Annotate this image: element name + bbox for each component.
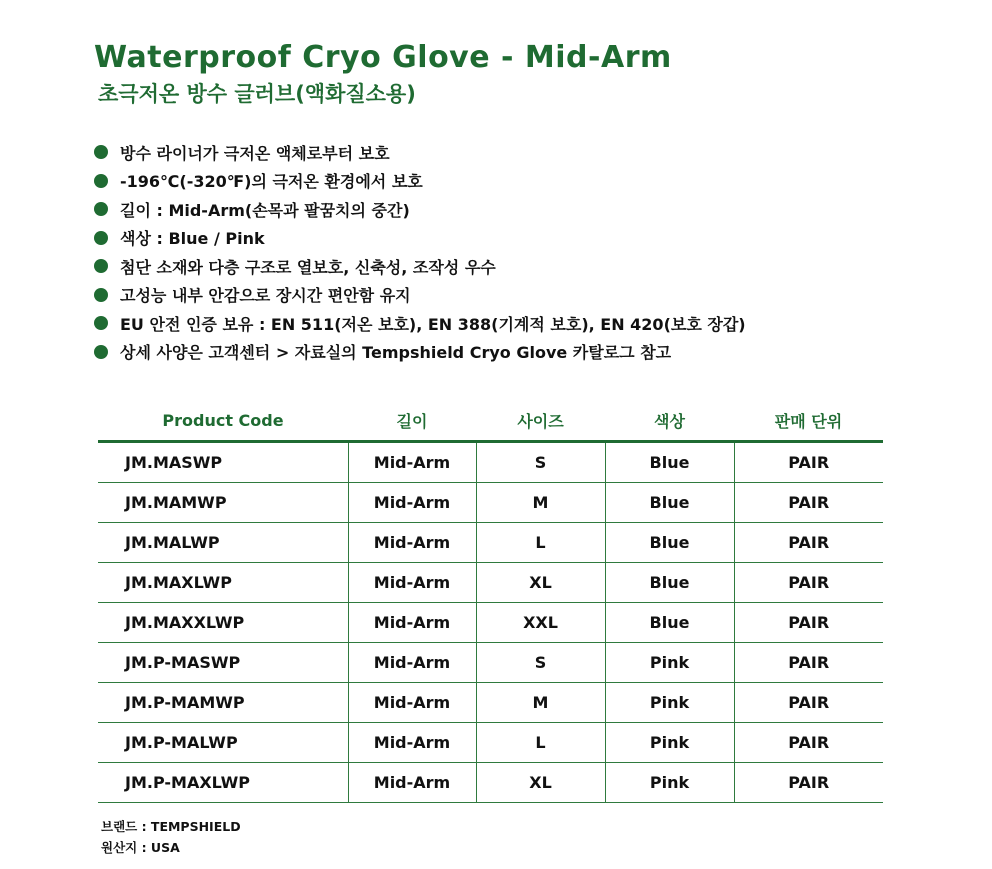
cell-color: Blue [605,483,734,523]
page-subtitle: 초극저온 방수 글러브(액화질소용) [98,82,416,106]
feature-text: -196℃(-320℉)의 극저온 환경에서 보호 [120,172,423,192]
feature-item [94,167,746,196]
header-product-code: Product Code [98,400,348,442]
cell-color: Pink [605,683,734,723]
cell-length: Mid-Arm [348,763,476,803]
cell-sales-unit: PAIR [734,683,883,723]
cell-sales-unit: PAIR [734,442,883,483]
cell-length: Mid-Arm [348,723,476,763]
cell-product-code: JM.P-MAMWP [98,683,348,723]
cell-size: S [476,643,605,683]
bullet-icon [94,231,108,245]
page-title: Waterproof Cryo Glove - Mid-Arm [94,40,672,75]
cell-sales-unit: PAIR [734,763,883,803]
bullet-icon [94,145,108,159]
feature-item [94,338,746,367]
cell-length: Mid-Arm [348,442,476,483]
feature-item [94,309,746,338]
cell-sales-unit: PAIR [734,723,883,763]
table-row [98,442,883,483]
bullet-icon [94,174,108,188]
table-row [98,563,883,603]
origin-line: 원산지 : USA [101,840,180,855]
cell-color: Blue [605,563,734,603]
cell-length: Mid-Arm [348,563,476,603]
cell-sales-unit: PAIR [734,643,883,683]
cell-length: Mid-Arm [348,523,476,563]
feature-item [94,252,746,281]
feature-item [94,138,746,167]
feature-text: 색상 : Blue / Pink [120,229,265,249]
cell-sales-unit: PAIR [734,523,883,563]
table-row [98,763,883,803]
cell-size: S [476,442,605,483]
cell-length: Mid-Arm [348,603,476,643]
table-row [98,723,883,763]
feature-text: 상세 사양은 고객센터 > 자료실의 Tempshield Cryo Glove 카탈로그 참고 [120,343,672,363]
feature-text: 방수 라이너가 극저온 액체로부터 보호 [120,143,390,163]
feature-text: 첨단 소재와 다층 구조로 열보호, 신축성, 조작성 우수 [120,257,496,277]
feature-item [94,224,746,253]
bullet-icon [94,202,108,216]
cell-product-code: JM.MAXXLWP [98,603,348,643]
cell-size: M [476,483,605,523]
feature-item [94,195,746,224]
product-table [98,400,883,803]
bullet-icon [94,288,108,302]
cell-size: XXL [476,603,605,643]
table-header-row [98,400,883,442]
cell-product-code: JM.MALWP [98,523,348,563]
table-row [98,683,883,723]
bullet-icon [94,316,108,330]
cell-size: XL [476,563,605,603]
brand-line: 브랜드 : TEMPSHIELD [101,819,241,834]
feature-text: 고성능 내부 안감으로 장시간 편안함 유지 [120,286,411,306]
cell-size: XL [476,763,605,803]
table-row [98,643,883,683]
cell-color: Blue [605,603,734,643]
cell-color: Pink [605,763,734,803]
header-length: 길이 [348,400,476,442]
cell-length: Mid-Arm [348,483,476,523]
cell-size: M [476,683,605,723]
header-size: 사이즈 [476,400,605,442]
cell-size: L [476,723,605,763]
table-row [98,483,883,523]
bullet-icon [94,259,108,273]
footer-info [101,816,241,858]
cell-product-code: JM.P-MALWP [98,723,348,763]
header-sales-unit: 판매 단위 [734,400,883,442]
cell-sales-unit: PAIR [734,483,883,523]
cell-product-code: JM.MAXLWP [98,563,348,603]
cell-size: L [476,523,605,563]
cell-color: Pink [605,643,734,683]
header-color: 색상 [605,400,734,442]
cell-product-code: JM.MAMWP [98,483,348,523]
feature-list [94,138,746,366]
cell-sales-unit: PAIR [734,603,883,643]
feature-text: EU 안전 인증 보유 : EN 511(저온 보호), EN 388(기계적 보호), EN 420(보호 장갑) [120,314,746,334]
bullet-icon [94,345,108,359]
cell-length: Mid-Arm [348,683,476,723]
cell-color: Blue [605,442,734,483]
cell-product-code: JM.P-MAXLWP [98,763,348,803]
cell-product-code: JM.MASWP [98,442,348,483]
cell-color: Pink [605,723,734,763]
cell-length: Mid-Arm [348,643,476,683]
cell-color: Blue [605,523,734,563]
cell-product-code: JM.P-MASWP [98,643,348,683]
table-row [98,523,883,563]
feature-item [94,281,746,310]
feature-text: 길이 : Mid-Arm(손목과 팔꿈치의 중간) [120,200,410,220]
cell-sales-unit: PAIR [734,563,883,603]
table-row [98,603,883,643]
